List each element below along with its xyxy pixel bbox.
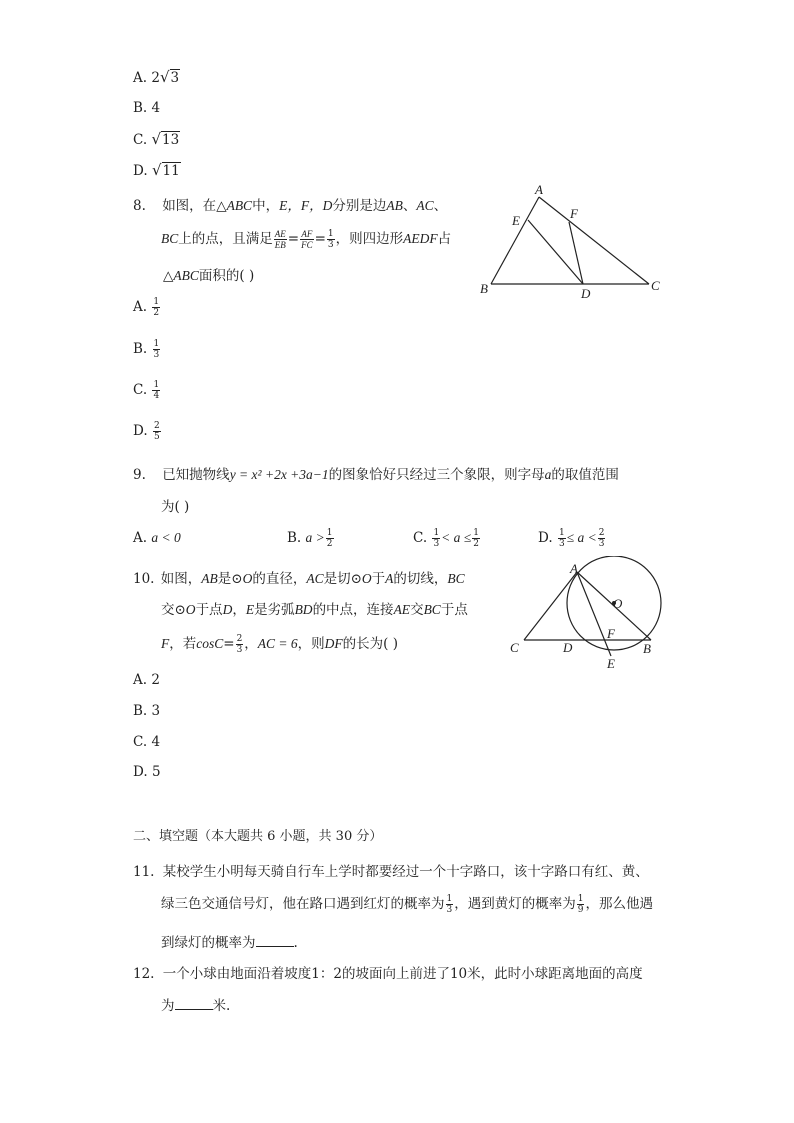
q7-option-a: A. 2√3 <box>133 68 180 86</box>
q10-label-c: C <box>510 640 519 655</box>
q9-option-d: D. $\frac{1}{3}$ ≤ a < $\frac{2}{3}$ <box>538 528 605 549</box>
q8-label-c: C <box>651 278 660 293</box>
q8-label-f: F <box>570 206 578 221</box>
q10-line-3: F，若cosC= $\frac{2}{3}$ ，AC = 6，则DF的长为( ) <box>161 634 398 655</box>
q7-option-c: C. √13 <box>133 130 180 148</box>
q10-option-c: C. 4 <box>133 734 161 750</box>
q8-segment-fd <box>569 222 583 284</box>
q8-line-3: △ABC面积的( ) <box>163 268 255 284</box>
q7-option-b: B. 4 <box>133 100 161 116</box>
q11-line-3: 到绿灯的概率为 . <box>161 935 298 951</box>
q9-option-a: A. a < 0 <box>133 530 181 546</box>
q12-number: 12. <box>133 966 155 982</box>
q8-number: 8. <box>133 198 146 214</box>
q9-option-b: B. a > $\frac{1}{2}$ <box>287 528 333 549</box>
q8-label-e: E <box>512 213 520 228</box>
q8-option-a: A. $\frac{1}{2}$ <box>133 297 160 318</box>
q12-answer-blank <box>175 997 213 1010</box>
q8-option-d: D. $\frac{2}{5}$ <box>133 421 160 442</box>
q10-label-o: O <box>613 596 623 611</box>
q11-number: 11. <box>133 864 155 880</box>
q8-segment-ed <box>528 220 583 284</box>
q8-label-b: B <box>480 281 488 296</box>
q10-label-a: A <box>570 561 578 576</box>
q11-line-2: 绿三色交通信号灯，他在路口遇到红灯的概率为 $\frac{1}{3}$ ，遇到黄灯的概率为 $\frac{1}{9}$ ，那么他遇 <box>161 894 653 915</box>
q8-line-2: BC上的点，且满足 $\frac{AE}{EB}$ = $\frac{AF}{FC}$ = $\frac{1}{3}$ ，则四边形AEDF占 <box>161 229 452 250</box>
q11-answer-blank <box>256 934 294 947</box>
q10-number: 10. <box>133 571 155 587</box>
q10-option-b: B. 3 <box>133 703 161 719</box>
section-heading-fill-in: 二、填空题（本大题共 6 小题，共 30 分） <box>133 829 383 844</box>
q10-label-f: F <box>607 626 615 641</box>
q12-line-1: 12. 一个小球由地面沿着坡度1：2的坡面向上前进了10米，此时小球距离地面的高度 <box>133 966 643 982</box>
q12-line-2: 为 米. <box>161 998 231 1014</box>
q8-option-b: B. $\frac{1}{3}$ <box>133 339 160 360</box>
q9-line-1: 9. 已知抛物线y = x² +2x +3a−1的图象恰好只经过三个象限，则字母a的取值范围 <box>133 467 619 483</box>
q10-option-d: D. 5 <box>133 764 161 780</box>
q10-circle-figure <box>506 556 676 672</box>
q10-label-e: E <box>607 656 615 671</box>
q9-number: 9. <box>133 467 146 483</box>
q8-edge-ac <box>539 197 649 284</box>
q9-option-c: C. $\frac{1}{3}$ < a ≤ $\frac{1}{2}$ <box>413 528 479 549</box>
q10-label-b: B <box>643 641 651 656</box>
q7-option-d: D. √11 <box>133 161 180 179</box>
q11-line-1: 11. 某校学生小明每天骑自行车上学时都要经过一个十字路口，该十字路口有红、黄、 <box>133 864 649 880</box>
q8-triangle-figure <box>476 180 666 305</box>
q8-label-d: D <box>581 286 591 301</box>
q8-edge-ab <box>491 197 539 284</box>
q10-line-2: 交⊙O于点D，E是劣弧BD的中点，连接AE交BC于点 <box>161 602 468 618</box>
q7-option-a-value: 2√3 <box>151 68 180 86</box>
q9-line-2: 为( ) <box>161 499 190 515</box>
q8-label-a: A <box>535 182 543 197</box>
q10-line-1: 10. 如图，AB是⊙O的直径，AC是切⊙O于A的切线，BC <box>133 571 465 587</box>
q10-tangent-ac <box>524 572 577 640</box>
q10-label-d: D <box>563 640 573 655</box>
q10-chord-ae <box>577 572 611 656</box>
q8-option-c: C. $\frac{1}{4}$ <box>133 380 160 401</box>
q8-line-1: 8. 如图，在△ABC中，E，F，D分别是边AB、AC、 <box>133 198 448 214</box>
q10-option-a: A. 2 <box>133 672 160 688</box>
